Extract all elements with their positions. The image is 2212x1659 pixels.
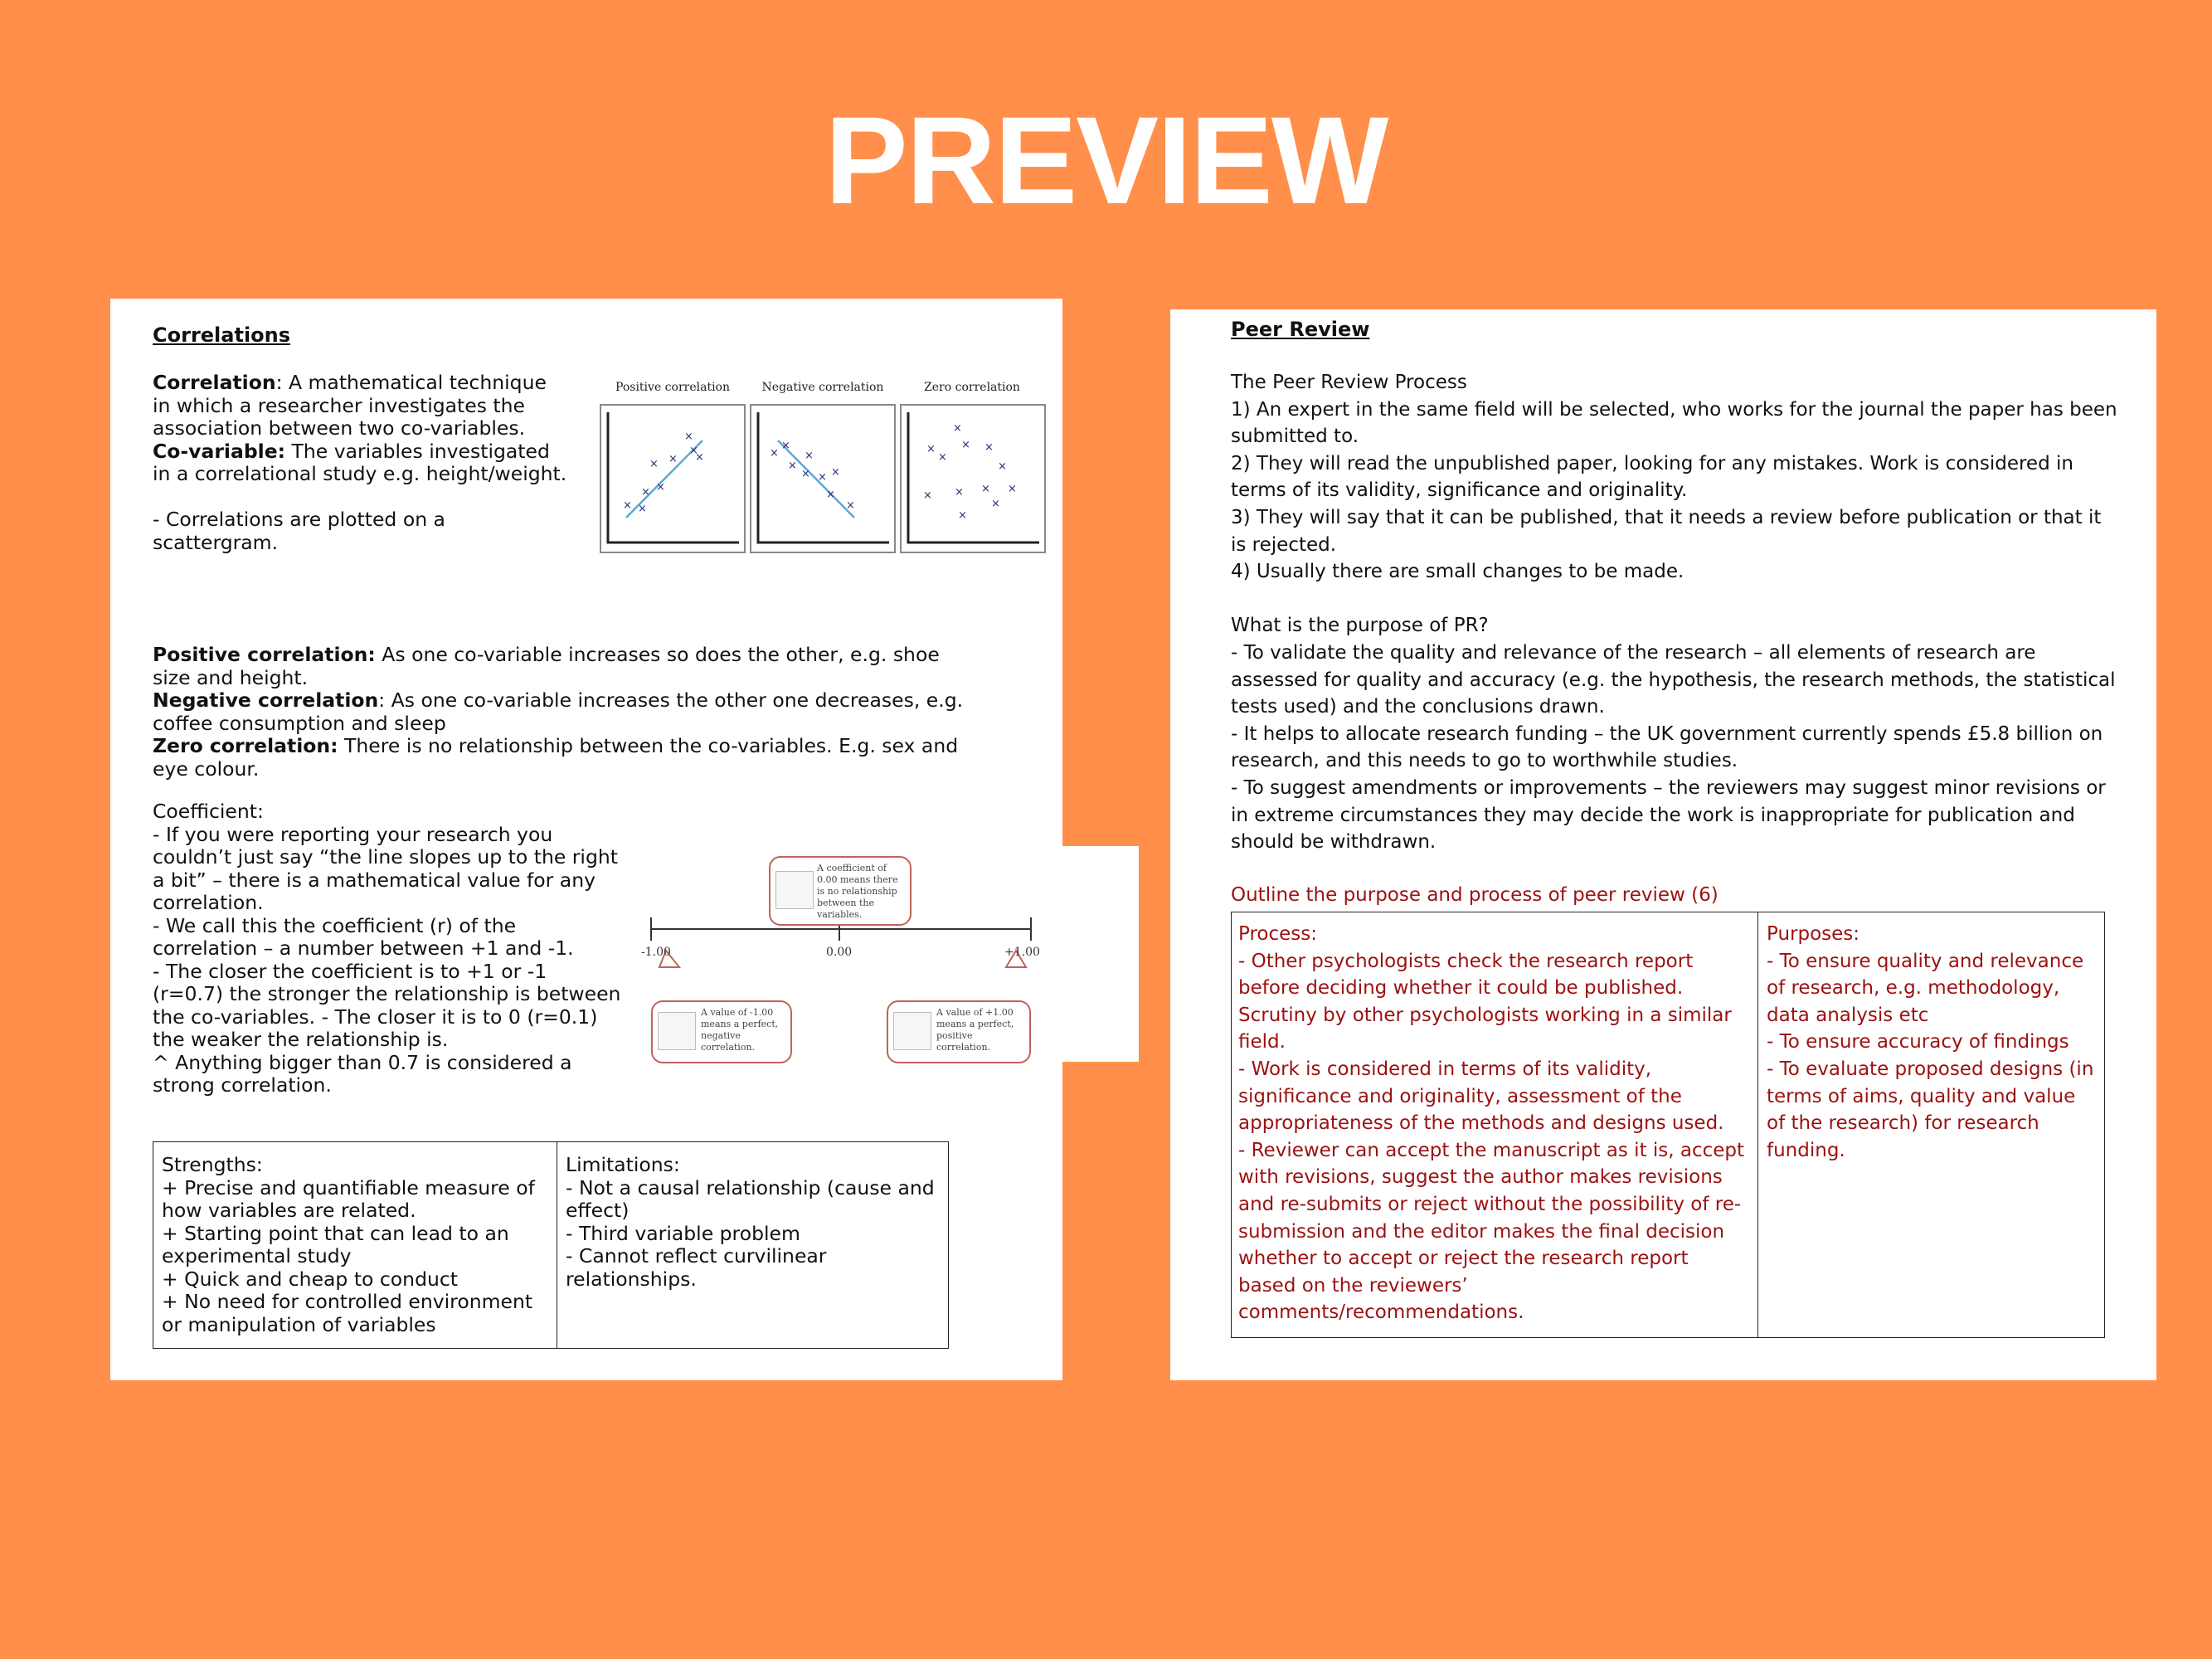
svg-text:×: ×: [684, 431, 693, 443]
svg-text:×: ×: [641, 486, 650, 499]
svg-text:×: ×: [981, 483, 990, 495]
svg-text:×: ×: [818, 471, 827, 484]
definition-correlation: Correlation: A mathematical technique in which a researcher investigates the association between two co-variables.: [153, 371, 547, 440]
scale-min-label: -1.00: [641, 946, 671, 959]
svg-text:×: ×: [805, 450, 814, 462]
svg-text:×: ×: [826, 489, 835, 501]
strengths-cell: Strengths: + Precise and quantifiable measure of how variables are related. + Starting point that can lead to an experimental study + Quick and cheap to conduct + No need for controlled environment or manipulation of variables: [153, 1142, 557, 1349]
strengths-limitations-table: [153, 1141, 949, 1349]
negative-coefficient-callout: A value of -1.00 means a perfect, negative correlation.: [651, 1000, 792, 1063]
purposes-cell: Purposes: - To ensure quality and relevance of research, e.g. methodology, data analysis etc - To ensure accuracy of findings - To evaluate proposed designs (in terms of aims, quality and value of the research) for research funding.: [1758, 912, 2105, 1338]
svg-text:×: ×: [958, 509, 967, 522]
svg-text:×: ×: [1008, 483, 1017, 495]
scale-mid-label: 0.00: [826, 946, 853, 959]
panel-title-zero: Zero correlation: [924, 381, 1020, 394]
mini-zero-plot: [775, 871, 814, 909]
exam-question: Outline the purpose and process of peer review (6): [1231, 884, 1719, 906]
svg-text:×: ×: [953, 422, 962, 435]
svg-text:×: ×: [623, 499, 632, 512]
page-heading: Correlations: [153, 324, 291, 347]
intro-text: [153, 372, 567, 554]
coefficient-text: Coefficient: - If you were reporting your research you couldn’t just say “the line slopes up to the right a bit” – there is a mathematical value for any correlation. - We call this the coefficient (r) of the correlation – a number between +1 and -1. - The closer the coefficient is to +1 or -1 (r=0.7) the stronger the relationship is between the co-variables. - The closer it is to 0 (r=0.1) the weaker the relationship is. ^ Anything bigger than 0.7 is considered a strong correlation.: [153, 800, 621, 1097]
svg-text:×: ×: [923, 489, 932, 502]
peer-review-text: The Peer Review Process 1) An expert in the same field will be selected, who works for the journal the paper has been submitted to. 2) They will read the unpublished paper, looking for any mistakes. Work is considered in terms of its validity, significance and originality. 3) They will say that it can be published, that it needs a review before publication or that it is rejected. 4) Usually there are small changes to be made. What is the purpose of PR? - To validate the quality and relevance of the research – all elements of research are assessed for quality and accuracy (e.g. the hypothesis, the research methods, the statistical tests used) and the conclusions drawn. - It helps to allocate research funding – the UK government currently spends £5.8 billion on research, and this needs to go to worthwhile studies. - To suggest amendments or improvements – the reviewers may suggest minor revisions or in extreme circumstances they may decide the work is inappropriate for publication and should be withdrawn.: [1231, 372, 2117, 854]
svg-text:×: ×: [695, 451, 704, 464]
svg-text:×: ×: [638, 503, 647, 515]
scatter-panel-zero: [901, 405, 1045, 552]
svg-text:×: ×: [926, 443, 936, 455]
svg-text:×: ×: [649, 458, 659, 470]
definition-positive: Positive correlation: As one co-variable increases so does the other, e.g. shoe size and height.: [153, 643, 940, 689]
zero-coefficient-callout: A coefficient of 0.00 means there is no relationship between the variables.: [769, 856, 912, 926]
definition-negative: Negative correlation: As one co-variable increases the other one decreases, e.g. coffee consumption and sleep: [153, 688, 964, 735]
svg-text:×: ×: [689, 445, 698, 457]
svg-text:×: ×: [955, 486, 964, 499]
scatter-panel-negative: [751, 405, 895, 552]
svg-text:×: ×: [668, 453, 678, 465]
limitations-cell: Limitations: - Not a causal relationship (cause and effect) - Third variable problem - Cannot reflect curvilinear relationships.: [557, 1142, 949, 1349]
page-heading: Peer Review: [1231, 318, 1370, 341]
svg-text:×: ×: [984, 441, 994, 454]
svg-text:×: ×: [656, 481, 665, 494]
definition-zero: Zero correlation: There is no relationship between the co-variables. E.g. sex and eye colour.: [153, 734, 959, 781]
svg-text:×: ×: [788, 460, 797, 472]
svg-text:×: ×: [801, 468, 810, 480]
correlations-page: [110, 299, 1062, 1380]
mini-negative-plot: [658, 1012, 696, 1050]
definitions-text: [153, 644, 982, 781]
svg-text:×: ×: [846, 499, 855, 512]
svg-text:×: ×: [831, 466, 840, 479]
svg-text:×: ×: [961, 439, 970, 451]
definition-co-variable: Co-variable: The variables investigated in a correlational study e.g. height/weight.: [153, 439, 567, 485]
svg-text:×: ×: [998, 460, 1007, 473]
answer-table: [1231, 912, 2105, 1338]
svg-text:×: ×: [991, 498, 1000, 510]
scattergram-panels: [600, 404, 1048, 555]
scale-max-label: +1.00: [1004, 946, 1040, 959]
peer-review-page: [1170, 309, 2156, 1380]
svg-text:×: ×: [770, 447, 779, 460]
panel-title-negative: Negative correlation: [761, 381, 884, 394]
mini-positive-plot: [893, 1012, 931, 1050]
process-cell: Process: - Other psychologists check the research report before deciding whether it could be published. Scrutiny by other psychologists working in a similar field. - Work is considered in terms of its validity, significance and originality, assessment of the appropriateness of the methods and designs used. - Reviewer can accept the manuscript as it is, accept with revisions, suggest the author makes revisions and re-submits or reject without the possibility of re-submission and the editor makes the final decision whether to accept or reject the research report based on the reviewers’ comments/recommendations.: [1232, 912, 1758, 1338]
svg-text:×: ×: [781, 440, 790, 452]
positive-coefficient-callout: A value of +1.00 means a perfect, positive correlation.: [887, 1000, 1031, 1063]
preview-banner: PREVIEW: [824, 90, 1388, 230]
panel-title-positive: Positive correlation: [615, 381, 730, 394]
scatter-note: - Correlations are plotted on a scattergram.: [153, 508, 445, 554]
scatter-panel-positive: [600, 405, 745, 552]
svg-text:×: ×: [938, 451, 947, 464]
